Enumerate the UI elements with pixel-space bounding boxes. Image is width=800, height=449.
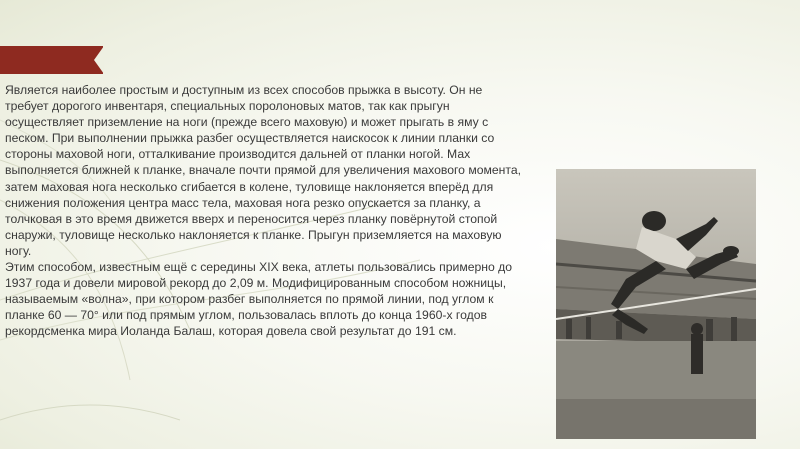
body-text bbox=[5, 82, 525, 340]
title-accent-bar bbox=[0, 46, 103, 74]
paragraph-2: Этим способом, известным ещё с середины XIX века, атлеты пользовались примерно до 1937 года и довели мировой рекорд до 2,09 м. Модифицированным способом ножницы, называемым «волна», при котором разбег выполняется по прямой линии, под углом к планке 60 — 70° или под прямым углом, пользовалась вплоть до конца 1960-х годов рекордсменка мира Иоланда Балаш, которая довела свой результат до 191 см. bbox=[5, 260, 513, 339]
paragraph-1: Является наиболее простым и доступным из всех способов прыжка в высоту. Он не требует дорогого инвентаря, специальных поролоновых матов, так как прыгун осуществляет приземление на ноги (прежде всего маховую) и может прыгать в яму с песком. При выполнении прыжка разбег осуществляется наискосок к линии планки со стороны маховой ноги, отталкивание производится дальней от планки ногой. Мах выполняется ближней к планке, вначале почти прямой для увеличения махового момента, затем маховая нога несколько сгибается в колене, туловище наклоняется вперёд для снижения положения центра масс тела, маховая нога резко опускается за планку, а толчковая в это время движется вверх и переносится через планку повёрнутой стопой снаружи, туловище несколько наклоняется к планке. Прыгун приземляется на маховую ногу. bbox=[5, 83, 521, 258]
high-jump-photo bbox=[556, 169, 756, 439]
